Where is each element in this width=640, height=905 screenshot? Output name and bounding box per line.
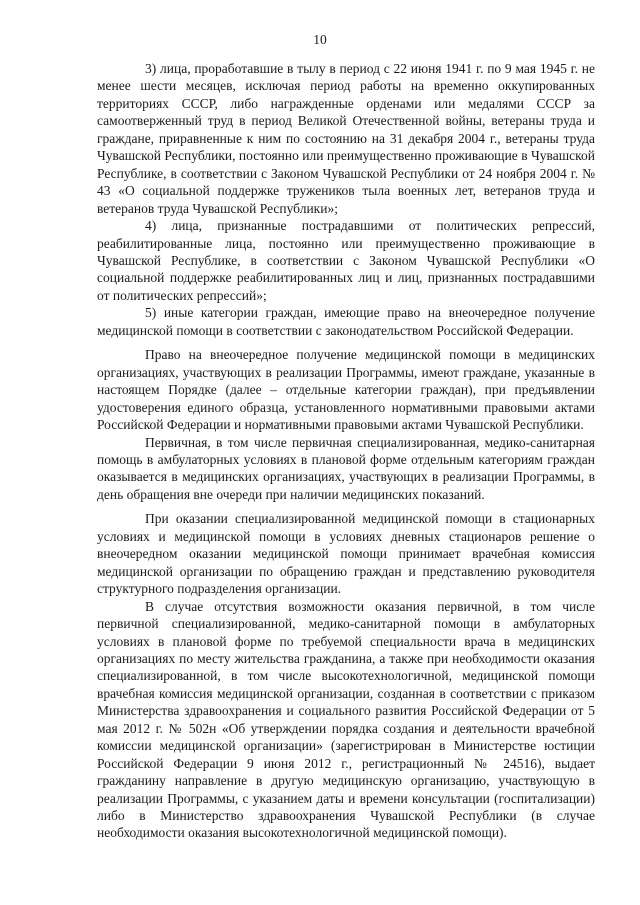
paragraph-right-to-priority-care: Право на внеочередное получение медицинской помощи в медицинских организациях, участвующих в реализации Программы, имеют граждане, указанные в настоящем Порядке (далее – отдельные категории граждан), при предъявлении удостоверения единого образца, установленного нормативными правовыми актами Российской Федерации и нормативными правовыми актами Чувашской Республики.: [97, 347, 595, 433]
paragraph-item-5: 5) иные категории граждан, имеющие право на внеочередное получение медицинской помощи в соответствии с законодательством Российской Федерации.: [97, 305, 595, 338]
paragraph-item-4: 4) лица, признанные пострадавшими от политических репрессий, реабилитированные лица, постоянно или преимущественно проживающие в Чувашской Республике, в соответствии с Законом Чувашской Республики «О социальной поддержке реабилитированных лиц и лиц, признанных пострадавшими от политических репрессий»;: [97, 218, 595, 303]
paragraph-referral-procedure: В случае отсутствия возможности оказания первичной, в том числе первичной специализированной, медико-санитарной помощи в амбулаторных условиях в плановой форме по требуемой специальности врача в медицинских организациях по месту жительства гражданина, а также при необходимости оказания специализированной, в том числе высокотехнологичной, медицинской помощи врачебная комиссия медицинской организации, созданная в соответствии с приказом Министерства здравоохранения и социального развития Российской Федерации от 5 мая 2012 г. № 502н «Об утверждении порядка создания и деятельности врачебной комиссии медицинской организации» (зарегистрирован в Министерстве юстиции Российской Федерации 9 июня 2012 г., регистрационный № 24516), выдает гражданину направление в другую медицинскую организацию, участвующую в реализации Программы, с указанием даты и времени консультации (госпитализации) либо в Министерство здравоохранения Чувашской Республики (в случае необходимости оказания высокотехнологичной медицинской помощи).: [97, 598, 595, 841]
page-number: 10: [313, 32, 327, 47]
document-body: [97, 60, 595, 842]
paragraph-primary-care: Первичная, в том числе первичная специализированная, медико-санитарная помощь в амбулаторных условиях в плановой форме отдельным категориям граждан оказывается в медицинских организациях, участвующих в реализации Программы, в день обращения вне очереди при наличии медицинских показаний.: [97, 434, 595, 502]
paragraph-item-3: 3) лица, проработавшие в тылу в период с 22 июня 1941 г. по 9 мая 1945 г. не менее шести месяцев, исключая период работы на временно оккупированных территориях СССР, либо награжденные орденами или медалями СССР за самоотверженный труд в период Великой Отечественной войны, ветераны труда и граждане, приравненные к ним по состоянию на 31 декабря 2004 г., ветераны труда Чувашской Республики, постоянно или преимущественно проживающие в Чувашской Республике, в соответствии с Законом Чувашской Республики от 24 ноября 2004 г. № 43 «О социальной поддержке тружеников тыла военных лет, ветеранов труда и ветеранов труда Чувашской Республики»;: [97, 61, 595, 216]
paragraph-inpatient-care: При оказании специализированной медицинской помощи в стационарных условиях и медицинской помощи в условиях дневных стационаров решение о внеочередном оказании медицинской помощи принимает врачебная комиссия медицинской организации по обращению граждан и представлению руководителя структурного подразделения организации.: [97, 511, 595, 597]
